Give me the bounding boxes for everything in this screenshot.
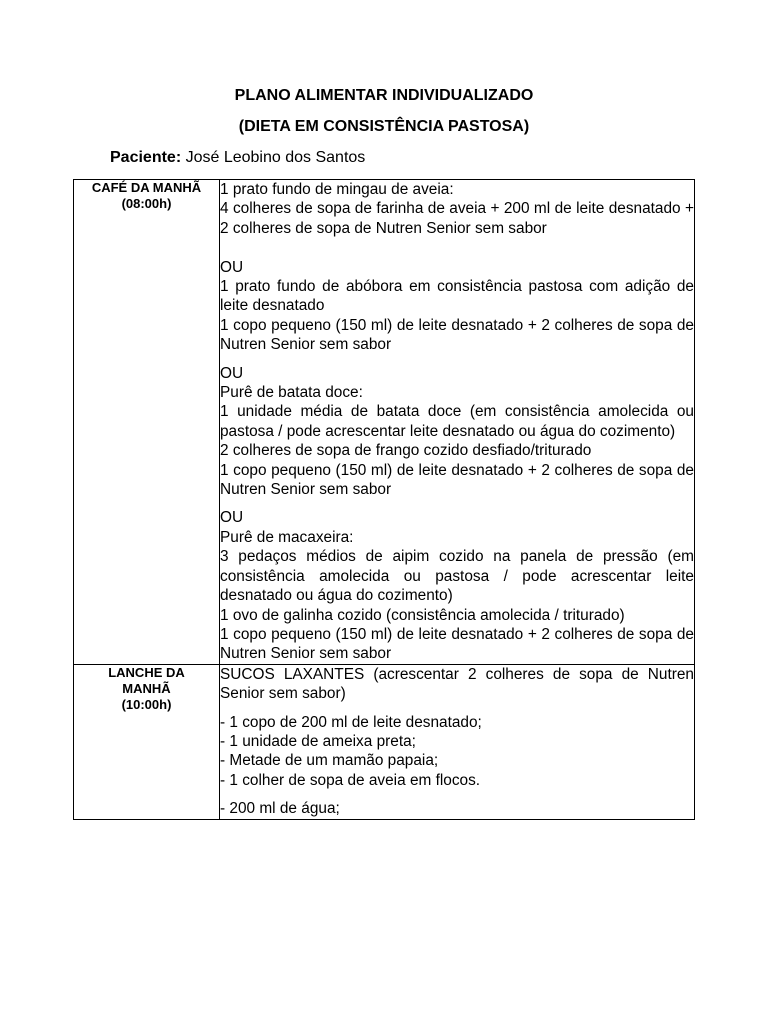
option-line: 2 colheres de sopa de frango cozido desfiado/triturado — [220, 442, 592, 460]
option-line: 1 unidade média de batata doce (em consistência amolecida ou pastosa / pode acrescentar leite desnatado ou água do cozimento) — [220, 403, 694, 440]
juice-heading: SUCOS LAXANTES (acrescentar 2 colheres de sopa de Nutren Senior sem sabor) — [220, 665, 694, 703]
option-separator: OU — [220, 364, 244, 382]
ingredient-list — [220, 799, 694, 818]
list-item: - 200 ml de água; — [220, 800, 340, 818]
meal-name: CAFÉ DA MANHÃ — [91, 180, 202, 195]
patient-name: José Leobino dos Santos — [185, 149, 366, 166]
meal-option — [220, 364, 694, 500]
list-item: - 1 colher de sopa de aveia em flocos. — [220, 771, 481, 789]
patient-line — [110, 148, 365, 168]
meal-content-cell — [220, 664, 695, 819]
meal-content-cell — [220, 180, 695, 665]
meal-name: LANCHE DA — [108, 664, 185, 680]
option-line: 1 copo pequeno (150 ml) de leite desnatado + 2 colheres de sopa de Nutren Senior sem sabor — [220, 625, 694, 663]
meal-heading — [220, 665, 694, 704]
option-line: 1 copo pequeno (150 ml) de leite desnatado + 2 colheres de sopa de Nutren Senior sem sabor — [220, 316, 694, 354]
list-item: - 1 unidade de ameixa preta; — [220, 732, 416, 750]
option-line: Purê de batata doce: — [220, 384, 363, 402]
list-item: - Metade de um mamão papaia; — [220, 752, 439, 770]
document-title: PLANO ALIMENTAR INDIVIDUALIZADO — [234, 87, 534, 104]
document-subtitle: (DIETA EM CONSISTÊNCIA PASTOSA) — [238, 118, 530, 135]
option-line: 1 prato fundo de abóbora em consistência pastosa com adição de leite desnatado — [220, 278, 694, 315]
meal-time: (08:00h) — [121, 196, 172, 211]
meal-name-cell — [74, 180, 220, 665]
option-line: 4 colheres de sopa de farinha de aveia + 200 ml de leite desnatado + 2 colheres de sopa de Nutren Senior sem sabor — [220, 200, 694, 237]
table-row — [74, 180, 695, 665]
list-item: - 1 copo de 200 ml de leite desnatado; — [220, 713, 482, 731]
option-line: 1 prato fundo de mingau de aveia: — [220, 181, 454, 198]
option-separator: OU — [220, 509, 244, 527]
blank-line — [220, 238, 694, 257]
option-line: Purê de macaxeira: — [220, 528, 354, 546]
meal-name-cell — [74, 664, 220, 819]
ingredient-list — [220, 713, 694, 791]
meal-name: MANHÃ — [122, 680, 171, 696]
option-line: 1 copo pequeno (150 ml) de leite desnatado + 2 colheres de sopa de Nutren Senior sem sabor — [220, 461, 694, 499]
meal-time: (10:00h) — [121, 696, 172, 712]
option-line: 1 ovo de galinha cozido (consistência amolecida / triturado) — [220, 606, 625, 624]
meal-option — [220, 180, 694, 355]
patient-label: Paciente: — [110, 149, 182, 166]
option-separator: OU — [220, 258, 244, 276]
option-line: 3 pedaços médios de aipim cozido na panela de pressão (em consistência amolecida ou pastosa / pode acrescentar leite desnatado ou água do cozimento) — [220, 548, 694, 605]
meal-plan-table — [73, 179, 695, 820]
table-row — [74, 664, 695, 819]
meal-option — [220, 508, 694, 663]
